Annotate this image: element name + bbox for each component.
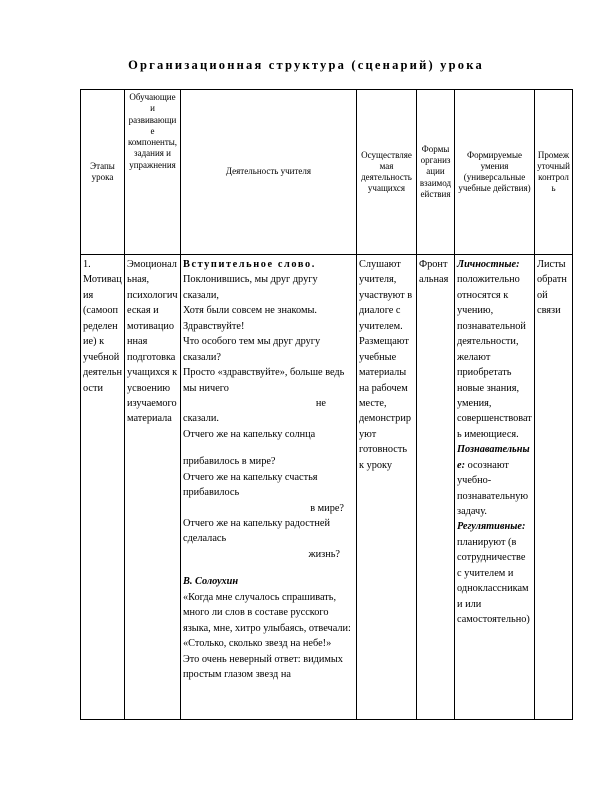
header-student-activity: Осуществляемая деятельность учащихся	[357, 90, 417, 255]
personal-skills-label: Личностные:	[457, 259, 520, 270]
header-control: Промежуточный контроль	[535, 90, 573, 255]
cell-stage: 1. Мотивация (самоопределение) к учебной деятельности	[81, 255, 125, 720]
poem-line: не	[315, 397, 326, 409]
cell-control: Листы обратной связи	[535, 255, 573, 720]
table-header-row	[81, 90, 573, 255]
regulatory-skills-label: Регулятивные:	[457, 521, 526, 533]
poem-line: в мире?	[310, 502, 344, 514]
header-skills: Формируемые умения (универсальные учебные действия)	[455, 90, 535, 255]
quote-line: «Столько, сколько звезд на небе!»	[183, 638, 332, 650]
poem-line: Поклонившись, мы друг другу сказали,	[183, 274, 318, 301]
regulatory-skills-text: планируют (в сотрудничестве с учителем и одноклассниками или самостоятельно)	[457, 536, 530, 626]
intro-heading: Вступительное слово.	[183, 259, 316, 270]
cognitive-skills-label: Познавательные:	[457, 444, 530, 471]
cell-components: Эмоциональная, психологическая и мотивационная подготовка учащихся к усвоению изучаемого материала	[125, 255, 181, 720]
personal-skills-text: положительно относятся к учению, познавательной деятельности, желают приобретать новые знания, умения, совершенствовать имеющиеся.	[457, 274, 532, 440]
quote-author: В. Солоухин	[183, 576, 239, 588]
cognitive-skills-text: осознают учебно-познавательную задачу.	[457, 459, 529, 517]
poem-line: Хотя были совсем не знакомы.	[183, 305, 317, 317]
header-stages: Этапы урока	[81, 90, 125, 255]
header-teacher-activity: Деятельность учителя	[181, 90, 357, 255]
cell-teacher-activity	[181, 255, 357, 720]
cell-student-activity: Слушают учителя, участвуют в диалоге с учителем. Размещают учебные материалы на рабочем месте, демонстрируют готовность к уроку	[357, 255, 417, 720]
poem-line: Что особого тем мы друг другу сказали?	[183, 336, 321, 363]
cell-skills	[455, 255, 535, 720]
cell-interaction-forms: Фронтальная	[417, 255, 455, 720]
page-title: Организационная структура (сценарий) урока	[128, 58, 484, 72]
table-row	[81, 255, 573, 720]
quote-line: Это очень неверный ответ: видимых простым глазом звезд на	[183, 653, 343, 680]
poem-line: Просто «здравствуйте», больше ведь мы ничего	[183, 367, 345, 394]
poem-line: жизнь?	[308, 548, 340, 560]
poem-line: Здравствуйте!	[183, 320, 245, 332]
header-interaction-forms: Формы организации взаимодействия	[417, 90, 455, 255]
poem-line: сказали.	[183, 413, 219, 425]
lesson-structure-table	[80, 89, 573, 720]
quote-line: «Когда мне случалось спрашивать, много ли слов в составе русского языка, мне, хитро улыбаясь, отвечали:	[183, 591, 351, 634]
poem-line: Отчего же на капельку счастья прибавилось	[183, 471, 318, 499]
poem-line: прибавилось в мире?	[183, 456, 276, 468]
header-components: Обучающие и развивающие компоненты, задания и упражнения	[125, 90, 181, 255]
poem-line: Отчего же на капельку солнца	[183, 428, 316, 440]
poem-line: Отчего же на капельку радостней сделалась	[183, 518, 330, 545]
